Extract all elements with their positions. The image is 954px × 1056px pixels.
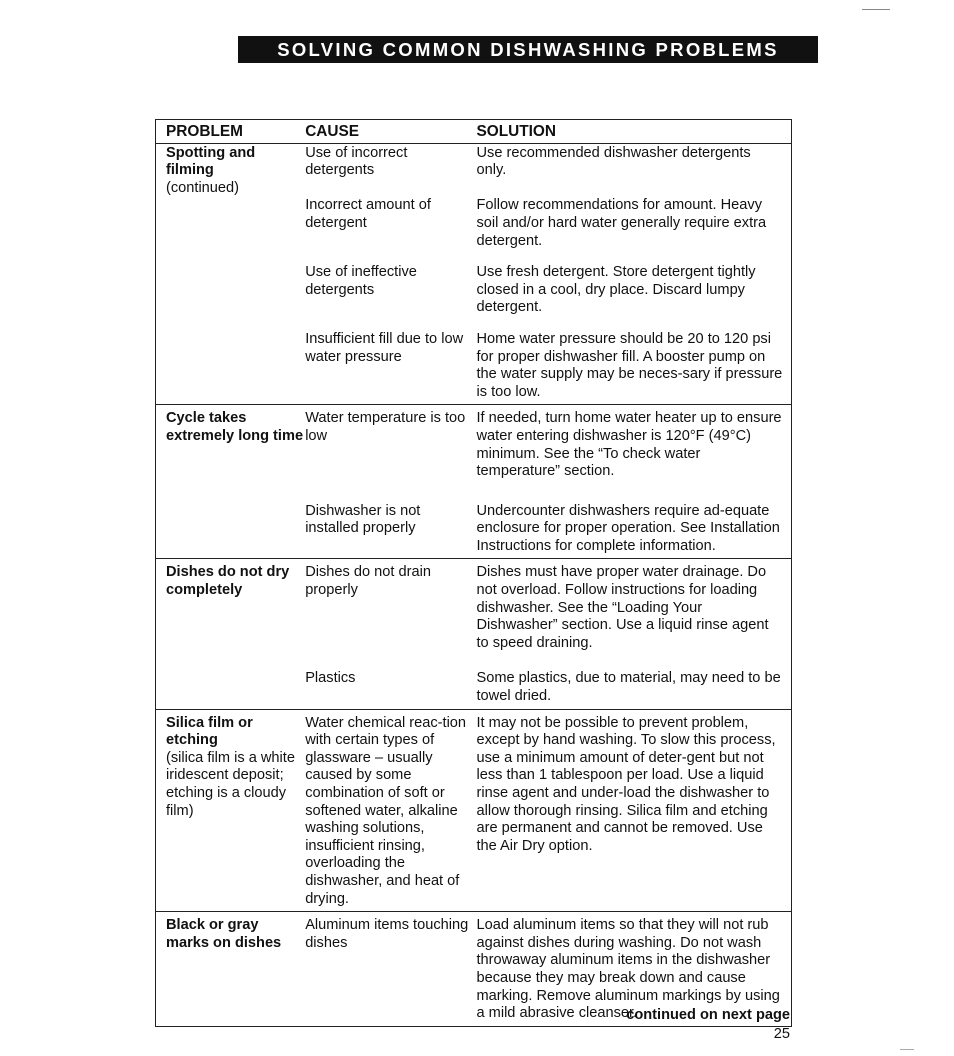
column-header-cause: CAUSE <box>305 120 476 144</box>
problem-cell <box>156 559 306 670</box>
cause-cell: Use of ineffective detergents <box>305 264 417 298</box>
problem-title: Dishes do not dry completely <box>166 564 290 599</box>
solution-cell: Follow recommendations for amount. Heavy soil and/or hard water generally require extra detergent. <box>476 197 767 249</box>
table-row <box>156 197 792 264</box>
page-title: SOLVING COMMON DISHWASHING PROBLEMS <box>238 36 818 63</box>
solution-cell: Load aluminum items so that they will not rub against dishes during washing. Do not wash throwaway aluminum items in the dishwasher because they may break down and cause marking. Remove aluminum markings by using a mild abrasive cleanser. <box>477 912 792 1027</box>
problem-cell <box>156 197 306 264</box>
table-row <box>156 264 792 331</box>
column-header-solution: SOLUTION <box>477 120 792 144</box>
table-row <box>156 670 792 709</box>
solution-cell: Use fresh detergent. Store detergent tightly closed in a cool, dry place. Discard lumpy detergent. <box>476 264 756 316</box>
problem-cell <box>156 331 306 405</box>
solution-cell: Some plastics, due to material, may need to be towel dried. <box>476 670 781 705</box>
problem-note: (silica film is a white iridescent deposit; etching is a cloudy film) <box>166 749 295 819</box>
cause-cell: Dishwasher is not installed properly <box>305 502 421 537</box>
corner-crop-line <box>862 9 890 10</box>
problem-title: Black or gray marks on dishes <box>166 917 282 951</box>
problem-cell <box>156 670 306 709</box>
problem-title: Cycle takes extremely long time <box>166 410 304 444</box>
table-row <box>156 405 792 503</box>
table-row <box>156 331 792 405</box>
table-row <box>156 503 792 559</box>
problem-cell <box>156 709 306 912</box>
cause-cell: Use of incorrect detergents <box>305 144 408 179</box>
table-row <box>156 559 792 670</box>
solution-cell: Home water pressure should be 20 to 120 psi for proper dishwasher fill. A booster pump on the water supply may be neces-sary if pressure is too low. <box>476 330 783 400</box>
problems-table <box>155 119 792 1027</box>
problem-cell <box>156 503 306 559</box>
solution-cell: Dishes must have proper water drainage. Do not overload. Follow instructions for loading dishwasher. See the “Loading Your Dishwasher” section. Use a liquid rinse agent to speed draining. <box>477 559 792 670</box>
solution-cell: Undercounter dishwashers require ad-equate enclosure for proper operation. See Installation Instructions for complete information. <box>476 502 780 554</box>
column-header-problem: PROBLEM <box>156 120 306 144</box>
cause-cell: Aluminum items touching dishes <box>305 912 476 1027</box>
problem-note: (continued) <box>166 179 240 196</box>
solution-cell: It may not be possible to prevent problem, except by hand washing. To slow this process, use a minimum amount of deter-gent but not less than 1 tablespoon per load. Use a liquid rinse agent and under-load the dishwasher to allow thorough rinsing. Silica film and etching are permanent and cannot be removed. Use the Air Dry option. <box>477 709 792 912</box>
continued-note: continued on next page <box>626 1007 790 1023</box>
table-header-row <box>156 120 792 144</box>
problem-title: Spotting and filming <box>166 144 256 179</box>
problem-cell <box>156 405 306 503</box>
solution-cell: If needed, turn home water heater up to ensure water entering dishwasher is 120°F (49°C) minimum. See the “To check water temperature” section. <box>477 405 792 503</box>
problem-cell <box>156 912 306 1027</box>
problem-cell <box>156 143 306 197</box>
cause-cell: Water temperature is too low <box>305 405 476 503</box>
solution-cell: Use recommended dishwasher detergents only. <box>476 144 751 179</box>
cause-cell: Insufficient fill due to low water pressure <box>305 330 464 365</box>
page-number: 25 <box>773 1026 790 1042</box>
table-row <box>156 709 792 912</box>
table-row <box>156 143 792 197</box>
cause-cell: Plastics <box>305 670 356 687</box>
cause-cell: Incorrect amount of detergent <box>305 197 431 231</box>
cause-cell: Water chemical reac-tion with certain types of glassware – usually caused by some combination of soft or softened water, alkaline washing solutions, insufficient rinsing, overloading the dishwasher, and heat of drying. <box>305 709 476 912</box>
problem-title: Silica film or etching <box>166 714 253 749</box>
table-body <box>156 143 792 1026</box>
problem-cell <box>156 264 306 331</box>
corner-crop-mark <box>900 1049 914 1050</box>
cause-cell: Dishes do not drain properly <box>305 559 476 670</box>
